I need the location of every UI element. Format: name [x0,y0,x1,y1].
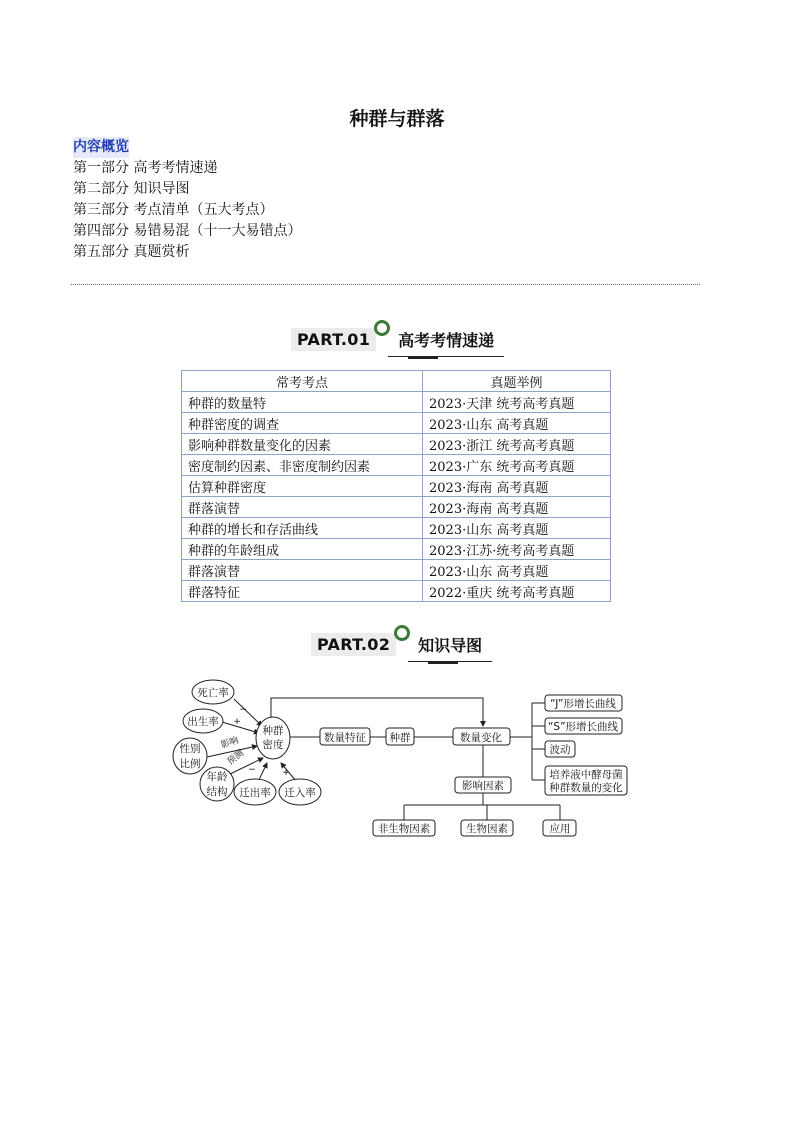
table-cell: 2023·天津 统考高考真题 [423,392,611,413]
biotic-label: 生物因素 [466,823,508,835]
table-cell: 影响种群数量变化的因素 [182,434,423,455]
overview-item: 第二部分 知识导图 [73,181,190,197]
abiotic-label: 非生物因素 [377,823,431,835]
plus-sign: + [282,768,290,778]
age-structure-label: 年龄 [206,771,228,783]
influencing-factors-label: 影响因素 [462,780,504,792]
overview-heading: 内容概览 [73,137,129,158]
table-cell: 种群的数量特 [182,392,423,413]
overview-item: 第三部分 考点清单（五大考点） [73,202,274,218]
table-cell: 群落演替 [182,497,423,518]
table-cell: 估算种群密度 [182,476,423,497]
table-cell: 密度制约因素、非密度制约因素 [182,455,423,476]
influence-label: 影响 [219,735,241,751]
yeast-label: 培养液中酵母菌 [549,769,623,781]
s-curve-label: “S”形增长曲线 [547,721,619,733]
table-cell: 2023·广东 统考高考真题 [423,455,611,476]
table-header: 真题举例 [423,371,611,392]
overview-item: 第一部分 高考考情速递 [73,160,218,176]
minus-sign: − [239,705,247,715]
fluctuation-label: 波动 [549,744,571,756]
table-cell: 种群的增长和存活曲线 [182,518,423,539]
emigration-label: 迁出率 [239,787,271,799]
table-cell: 2023·海南 高考真题 [423,497,611,518]
j-curve-label: “J”形增长曲线 [550,698,616,710]
sex-ratio-label: 性别 [179,743,201,755]
table-cell: 种群密度的调查 [182,413,423,434]
yeast-label: 种群数量的变化 [549,782,623,794]
center-label: 密度 [262,739,284,751]
application-label: 应用 [549,823,571,835]
immigration-label: 迁入率 [284,787,316,799]
table-cell: 2023·山东 高考真题 [423,560,611,581]
minus-sign: − [248,765,256,775]
predict-label: 预测 [225,748,247,768]
part1-title: 高考考情速递 [398,328,494,351]
part1-tag: PART.01 [291,328,376,351]
table-cell: 2023·山东 高考真题 [423,413,611,434]
overview-item: 第五部分 真题赏析 [73,244,190,260]
birth-rate-label: 出生率 [187,716,219,728]
table-cell: 2023·海南 高考真题 [423,476,611,497]
table-cell: 群落特征 [182,581,423,602]
table-header: 常考考点 [182,371,423,392]
population-label: 种群 [389,732,411,744]
table-cell: 2023·江苏·统考高考真题 [423,539,611,560]
part2-tag: PART.02 [311,633,396,656]
table-cell: 群落演替 [182,560,423,581]
death-rate-label: 死亡率 [197,687,229,699]
table-cell: 2022·重庆 统考高考真题 [423,581,611,602]
table-cell: 2023·浙江 统考高考真题 [423,434,611,455]
table-cell: 种群的年龄组成 [182,539,423,560]
overview-item: 第四部分 易错易混（十一大易错点） [73,223,302,239]
sex-ratio-label: 比例 [179,758,201,770]
quantity-feature-label: 数量特征 [324,732,366,744]
page-title: 种群与群落 [349,108,445,130]
quantity-change-label: 数量变化 [460,732,502,744]
plus-sign: + [233,717,241,727]
population-density-node [256,717,290,759]
center-label: 种群 [262,725,284,737]
table-cell: 2023·山东 高考真题 [423,518,611,539]
age-structure-label: 结构 [206,786,228,798]
part2-title: 知识导图 [418,633,482,656]
